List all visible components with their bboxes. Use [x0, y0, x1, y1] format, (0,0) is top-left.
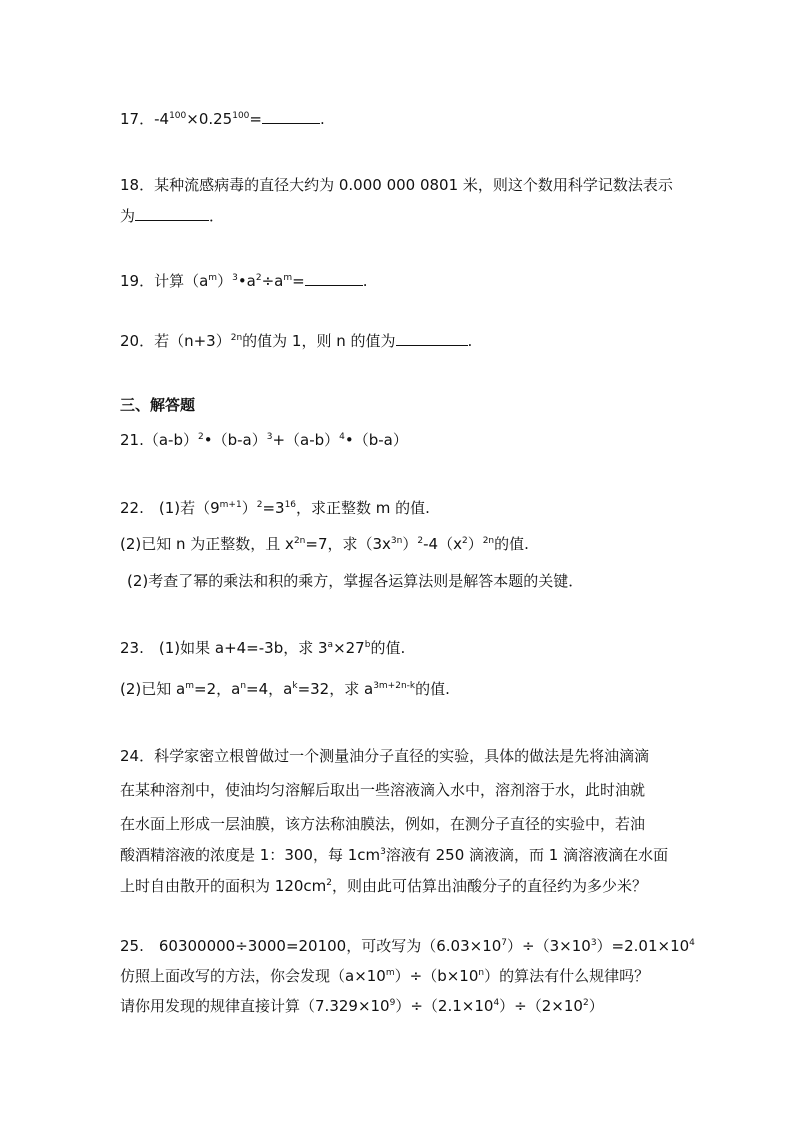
q22-exp: 2 — [417, 536, 424, 546]
section-title: 三、解答题 — [120, 396, 196, 414]
q25-text: 仿照上面改写的方法，你会发现（a×10 — [120, 967, 386, 985]
q20-text: . — [467, 332, 473, 350]
question-21 — [120, 431, 680, 449]
q23-exp: n — [240, 681, 247, 691]
q25-exp: 2 — [582, 998, 589, 1008]
q17-text: . — [319, 110, 325, 128]
q19-text: . — [362, 272, 368, 290]
q17-label: 17． — [120, 110, 155, 128]
answer-blank[interactable] — [262, 111, 320, 124]
q22-text: (2)已知 n 为正整数，且 x — [120, 535, 294, 553]
q22-exp: 2n — [293, 536, 306, 546]
q25-text: ）=2.01×10 — [596, 937, 690, 955]
q23-text: =2，a — [194, 680, 241, 698]
question-23-part2 — [120, 680, 680, 698]
q24-text: 溶液有 250 滴液滴，而 1 滴溶液滴在水面 — [385, 846, 669, 864]
q20-text: 的值为 1，则 n 的值为 — [242, 332, 396, 350]
q17-text: ×0.25 — [186, 110, 233, 128]
q22-text: =7，求（3x — [305, 535, 391, 553]
answer-blank[interactable] — [396, 333, 468, 346]
q24-exp: 2 — [326, 878, 332, 888]
question-24-line3: 在水面上形成一层油膜，该方法称油膜法，例如，在测分子直径的实验中，若油 — [120, 815, 646, 833]
q25-exp: n — [478, 968, 485, 978]
q23-text: 的值. — [370, 639, 406, 657]
question-24-line4 — [120, 846, 680, 864]
q23-text: 23. (1)如果 a+4=-3b，求 3 — [120, 639, 328, 657]
q21-text: +（a-b） — [272, 431, 340, 449]
question-18: 18．某种流感病毒的直径大约为 0.000 000 0801 米，则这个数用科学记数法表示 — [120, 176, 673, 194]
q21-text: 21.（a-b） — [120, 431, 198, 449]
q18-text: ． — [209, 207, 225, 225]
q24-text: 酸酒精溶液的浓度是 1：300，每 1cm — [120, 846, 381, 864]
q22-exp: 2n — [482, 536, 495, 546]
q25-exp: 4 — [689, 938, 695, 948]
question-24-line2: 在某种溶剂中，使油均匀溶解后取出一些溶液滴入水中，溶剂溶于水，此时油就 — [120, 781, 646, 799]
q25-text: 25. 60300000÷3000=20100，可改写为（6.03×10 — [120, 937, 502, 955]
q24-exp: 3 — [380, 847, 386, 857]
question-17 — [120, 110, 680, 128]
q19-exp: 3 — [232, 273, 238, 283]
question-24: 24．科学家密立根曾做过一个测量油分子直径的实验，具体的做法是先将油滴滴 — [120, 747, 650, 765]
q22-exp: 2 — [461, 536, 468, 546]
q22-text: -4（x — [423, 535, 462, 553]
q23-text: ×27 — [333, 639, 365, 657]
q23-exp: k — [292, 681, 298, 691]
q23-exp: b — [364, 640, 371, 650]
q20-exp: 2n — [230, 333, 243, 343]
q21-exp: 3 — [266, 432, 273, 442]
q17-text: -4 — [154, 110, 170, 128]
question-24-line5 — [120, 877, 680, 895]
q22-text: ） — [402, 535, 418, 553]
question-19 — [120, 272, 680, 290]
question-25-line2 — [120, 967, 680, 985]
q19-exp: m — [208, 273, 218, 283]
q22-text: 的值. — [494, 535, 529, 553]
q23-text: (2)已知 a — [120, 680, 186, 698]
q25-exp: 3 — [590, 938, 597, 948]
q21-text: •（b-a） — [203, 431, 267, 449]
answer-blank[interactable] — [305, 273, 363, 286]
q19-text: 19．计算（a — [120, 272, 209, 290]
q23-text: =4，a — [246, 680, 293, 698]
q19-text: ÷a — [261, 272, 284, 290]
q22-exp: m+1 — [219, 500, 242, 510]
q17-text: = — [249, 110, 262, 128]
q19-text: •a — [237, 272, 256, 290]
q23-exp: 3m+2n-k — [373, 681, 416, 691]
q25-exp: 9 — [389, 998, 396, 1008]
q18-text: 为 — [120, 207, 136, 225]
q23-text: =32，求 a — [297, 680, 374, 698]
q22-text: 22. (1)若（9 — [120, 499, 220, 517]
q22-exp: 3n — [390, 536, 403, 546]
q25-text: ）的算法有什么规律吗？ — [484, 967, 650, 985]
q22-exp: 16 — [284, 500, 297, 510]
question-22-note: (2)考查了幂的乘法和积的乘方，掌握各运算法则是解答本题的关键． — [127, 572, 584, 590]
question-20 — [120, 332, 680, 350]
q23-exp: m — [185, 681, 194, 691]
q24-text: ，则由此可估算出油酸分子的直径约为多少米？ — [332, 877, 648, 895]
q23-text: 的值. — [415, 680, 450, 698]
question-18-line2 — [120, 207, 680, 225]
q17-exp: 100 — [169, 111, 187, 121]
q25-exp: 7 — [501, 938, 508, 948]
q25-text: ） — [588, 997, 604, 1015]
q24-text: 上时自由散开的面积为 120cm — [120, 877, 327, 895]
q19-exp: m — [283, 273, 293, 283]
answer-blank[interactable] — [135, 208, 209, 221]
q23-exp: a — [327, 640, 334, 650]
q25-exp: 4 — [493, 998, 500, 1008]
q21-exp: 4 — [339, 432, 345, 442]
question-25 — [120, 937, 695, 955]
q19-text: = — [292, 272, 305, 290]
q25-text: ）÷（2.1×10 — [395, 997, 494, 1015]
q25-text: ）÷（3×10 — [507, 937, 591, 955]
q25-text: ）÷（2×10 — [499, 997, 583, 1015]
question-23 — [120, 639, 680, 657]
question-22 — [120, 499, 680, 517]
q22-exp: 2 — [256, 500, 263, 510]
q21-text: •（b-a） — [344, 431, 408, 449]
q25-text: 请你用发现的规律直接计算（7.329×10 — [120, 997, 390, 1015]
q22-text: ） — [241, 499, 257, 517]
q20-text: 20．若（n+3） — [120, 332, 231, 350]
q22-text: =3 — [262, 499, 285, 517]
q22-text: ，求正整数 m 的值. — [296, 499, 430, 517]
question-25-line3 — [120, 997, 680, 1015]
q22-text: ） — [467, 535, 483, 553]
question-22-part2 — [120, 535, 680, 553]
q17-exp: 100 — [232, 111, 250, 121]
q25-text: ）÷（b×10 — [394, 967, 479, 985]
q19-text: ） — [217, 272, 233, 290]
q19-exp: 2 — [255, 273, 262, 283]
q25-exp: m — [385, 968, 395, 978]
q21-exp: 2 — [197, 432, 204, 442]
